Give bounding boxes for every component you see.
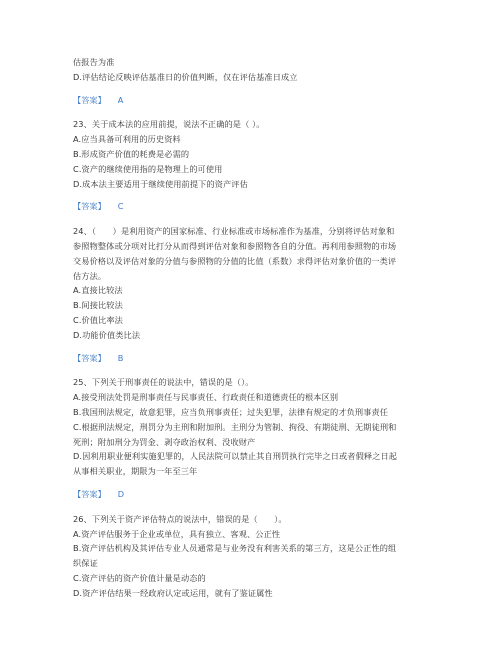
q22-answer [73, 93, 433, 108]
q24-option-a: A.直接比较法 [73, 285, 123, 296]
q23-option-a: A.应当具备可利用的历史资料 [73, 134, 181, 145]
q23-answer [73, 199, 433, 214]
q24-stem-line-4: 估方法。 [73, 270, 107, 281]
q26-line-1: A.资产评估服务于企业或单位，具有独立、客观、公正性 [73, 528, 281, 539]
q22-option-d: D.评估结论反映评估基准日的价值判断，仅在评估基准日成立 [73, 71, 298, 82]
q25-line-6: 从事相关职业，期限为一年至三年 [73, 466, 198, 477]
q25-line-1: A.接受刑法处罚是刑事责任与民事责任、行政责任和道德责任的根本区别 [73, 392, 339, 403]
answer-value: D [117, 488, 125, 499]
answer-label: 【答案】 [73, 201, 106, 212]
answer-value: A [117, 94, 124, 105]
q25-line-2: B.我国刑法规定，故意犯罪，应当负刑事责任；过失犯罪，法律有规定的才负刑事责任 [73, 406, 389, 417]
q24-stem-line-3: 交易价格以及评估对象的分值与参照物的分值的比值（系数）求得评估对象价值的一类评 [73, 255, 397, 266]
q23-option-d: D.成本法主要适用于继续使用前提下的资产评估 [73, 178, 248, 189]
q24-stem-line-2: 参照物整体或分项对比打分从而得到评估对象和参照物各自的分值。再利用参照物的市场 [73, 240, 397, 251]
q24-answer [73, 351, 433, 366]
q23-option-b: B.形成资产价值的耗费是必需的 [73, 148, 190, 159]
q24-stem-line-1: 24、（ ）是利用资产的国家标准、行业标准或市场标准作为基准，分别将评估对象和 [73, 226, 395, 237]
document-page [73, 55, 433, 601]
answer-value: C [117, 201, 124, 212]
q25-stem: 25、下列关于刑事责任的说法中，错误的是（）。 [73, 377, 254, 388]
q24-option-c: C.价值比率法 [73, 314, 123, 325]
answer-label: 【答案】 [73, 94, 106, 105]
q25-line-3: C.根据刑法规定，刑罚分为主刑和附加刑。主刑分为管制、拘役、有期徒刑、无期徒刑和 [73, 421, 397, 432]
q25-answer [73, 487, 433, 502]
q26-line-4: C.资产评估的资产价值计量是动态的 [73, 572, 206, 583]
answer-label: 【答案】 [73, 488, 106, 499]
q24-option-b: B.间接比较法 [73, 300, 123, 311]
q26-stem: 26、下列关于资产评估特点的说法中，错误的是（ ）。 [73, 513, 287, 524]
q25-line-5: D.因利用职业便利实施犯罪的，人民法院可以禁止其自刑罚执行完毕之日或者假释之日起 [73, 451, 398, 462]
q23-stem: 23、关于成本法的应用前提，说法不正确的是（ ）。 [73, 119, 265, 130]
answer-value: B [117, 352, 124, 363]
q22-tail-line-1: 估报告为准 [73, 57, 115, 67]
q23-option-c: C.资产的继续使用指的是物理上的可使用 [73, 163, 223, 174]
q26-line-2: B.资产评估机构及其评估专业人员通常是与业务没有利害关系的第三方，这是公正性的组 [73, 543, 397, 554]
q25-line-4: 死刑；附加刑分为罚金、剥夺政治权利、没收财产 [73, 436, 256, 447]
q24-option-d: D.功能价值类比法 [73, 329, 141, 340]
q26-line-5: D.资产评估结果一经政府认定或运用，就有了鉴证属性 [73, 587, 273, 598]
q26-line-3: 织保证 [73, 558, 98, 569]
answer-label: 【答案】 [73, 352, 106, 363]
